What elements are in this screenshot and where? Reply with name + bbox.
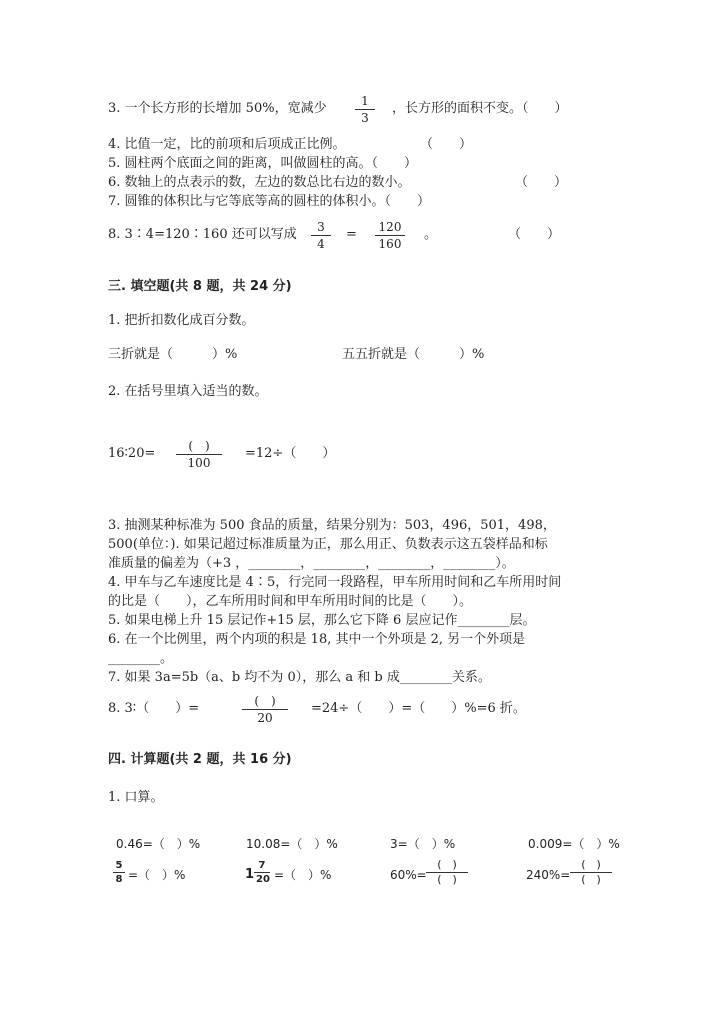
judge-q8-text: 8. 3∶4=120∶160 还可以写成 bbox=[108, 227, 297, 242]
fraction-numerator: 7 bbox=[258, 860, 266, 871]
fraction-bar bbox=[311, 235, 331, 236]
s3-q8-fraction bbox=[242, 694, 288, 725]
fraction-bar bbox=[254, 872, 270, 873]
s3-q1-part-b: 五五折就是（ ）% bbox=[342, 347, 485, 362]
judge-q8-period: 。 bbox=[424, 227, 438, 242]
judge-q3-tail: ，长方形的面积不变。（ ） bbox=[392, 101, 568, 116]
judge-q4-text: 4. 比值一定，比的前项和后项成正比例。 bbox=[108, 137, 346, 152]
judge-q3-text: 3. 一个长方形的长增加 50%，宽减少 bbox=[108, 101, 327, 116]
s3-q3-line3: 准质量的偏差为（+3 ，________，________，________，________）。 bbox=[108, 556, 515, 571]
fraction-numerator: 120 bbox=[378, 220, 402, 234]
s3-q2-text: 2. 在括号里填入适当的数。 bbox=[108, 384, 268, 399]
fraction-bar bbox=[242, 709, 288, 710]
calc-r2-c1-rest: =（ ）% bbox=[128, 868, 186, 882]
s3-q1-part-a: 三折就是（ ）% bbox=[108, 347, 238, 362]
judge-q8-equals: = bbox=[346, 227, 357, 242]
s3-q6-line2: ________。 bbox=[108, 651, 174, 666]
calc-r2-c1-fraction bbox=[113, 860, 125, 885]
s3-q1-text: 1. 把折扣数化成百分数。 bbox=[108, 313, 255, 328]
s3-q2-left: 16∶20= bbox=[108, 446, 156, 461]
fraction-denominator: 20 bbox=[257, 711, 273, 725]
calc-r2-c2-rest: =（ ）% bbox=[274, 868, 332, 882]
calc-r1-c3: 3=（ ）% bbox=[390, 837, 456, 851]
s3-q6-line1: 6. 在一个比例里，两个内项的积是 18, 其中一个外项是 2, 另一个外项是 bbox=[108, 632, 526, 647]
fraction-bar bbox=[355, 109, 375, 110]
judge-q6-answer-paren[interactable]: （ ） bbox=[515, 175, 568, 190]
fraction-denominator: 4 bbox=[317, 237, 325, 251]
fraction-denominator: 20 bbox=[256, 874, 270, 885]
fraction-bar bbox=[176, 454, 222, 455]
fraction-denominator: 3 bbox=[361, 111, 369, 125]
s4-q1-text: 1. 口算。 bbox=[108, 790, 164, 805]
judge-q8-answer-paren[interactable]: （ ） bbox=[508, 227, 561, 242]
fraction-numerator: 1 bbox=[361, 94, 369, 108]
calc-r1-c4: 0.009=（ ）% bbox=[528, 837, 620, 851]
fraction-bar bbox=[113, 872, 125, 873]
s3-q3-line1: 3. 抽测某种标准为 500 食品的质量，结果分别为：503，496，501，498， bbox=[108, 518, 556, 533]
s3-q4-line1: 4. 甲车与乙车速度比是 4∶5，行完同一段路程，甲车所用时间和乙车所用时间 bbox=[108, 575, 562, 590]
calc-r1-c2: 10.08=（ ）% bbox=[246, 837, 338, 851]
s3-q2-right: =12÷（ ） bbox=[245, 446, 336, 461]
s3-q7-text: 7. 如果 3a=5b（a、b 均不为 0），那么 a 和 b 成________关系。 bbox=[108, 670, 491, 685]
fraction-numerator: 5 bbox=[115, 860, 123, 871]
section3-title: 三. 填空题(共 8 题，共 24 分) bbox=[108, 279, 292, 294]
calc-r2-c3-fraction bbox=[426, 859, 468, 886]
fraction-numerator[interactable]: ( ) bbox=[437, 858, 457, 871]
fraction-denominator[interactable]: ( ) bbox=[437, 873, 457, 886]
calc-r2-c4-fraction bbox=[570, 859, 612, 886]
judge-q6-text: 6. 数轴上的点表示的数，左边的数总比右边的数小。 bbox=[108, 175, 411, 190]
judge-q4-answer-paren[interactable]: （ ） bbox=[420, 137, 473, 152]
judge-q8-fraction-b bbox=[375, 220, 405, 251]
calc-r2-c2-fraction bbox=[254, 860, 270, 885]
fraction-denominator[interactable]: ( ) bbox=[581, 873, 601, 886]
fraction-numerator[interactable]: ( ) bbox=[581, 858, 601, 871]
fraction-denominator: 100 bbox=[187, 456, 211, 470]
fraction-denominator: 160 bbox=[378, 237, 402, 251]
calc-r2-c2-whole: 1 bbox=[245, 867, 255, 882]
fraction-denominator: 8 bbox=[115, 874, 123, 885]
judge-q7-text: 7. 圆锥的体积比与它等底等高的圆柱的体积小。（ ） bbox=[108, 194, 431, 209]
judge-q5-text: 5. 圆柱两个底面之间的距离，叫做圆柱的高。（ ） bbox=[108, 156, 418, 171]
s3-q8-left: 8. 3∶（ ）= bbox=[108, 701, 200, 716]
judge-q8-fraction-a bbox=[311, 220, 331, 251]
calc-r2-c4-left: 240%= bbox=[526, 868, 571, 882]
fraction-numerator: 3 bbox=[317, 220, 325, 234]
s3-q8-right: =24÷（ ）=（ ）%=6 折。 bbox=[311, 701, 526, 716]
s3-q5-text: 5. 如果电梯上升 15 层记作+15 层，那么它下降 6 层应记作________层。 bbox=[108, 613, 536, 628]
fraction-bar bbox=[375, 235, 405, 236]
s3-q2-fraction bbox=[176, 439, 222, 470]
s3-q3-line2: 500(单位：). 如果记超过标准质量为正，那么用正、负数表示这五袋样品和标 bbox=[108, 537, 548, 552]
calc-r2-c3-left: 60%= bbox=[390, 868, 427, 882]
section4-title: 四. 计算题(共 2 题，共 16 分) bbox=[108, 752, 292, 767]
calc-r1-c1: 0.46=（ ）% bbox=[116, 837, 201, 851]
fraction-numerator[interactable]: ( ) bbox=[188, 439, 210, 453]
fraction-numerator[interactable]: ( ) bbox=[254, 694, 276, 708]
judge-q3-fraction bbox=[355, 94, 375, 125]
s3-q4-line2: 的比是（ ），乙车所用时间和甲车所用时间的比是（ ）。 bbox=[108, 594, 473, 609]
